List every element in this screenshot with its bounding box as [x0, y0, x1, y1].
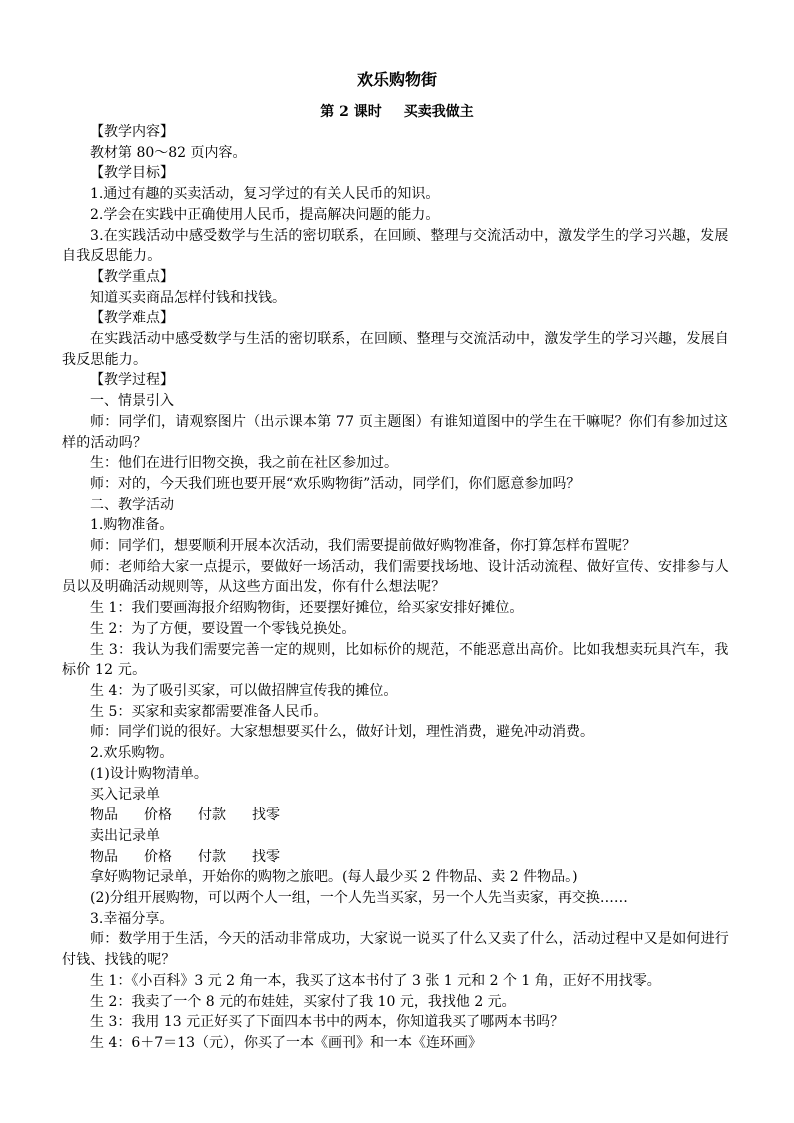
paragraph: 【教学过程】 — [90, 372, 174, 389]
buy-record-columns — [62, 805, 736, 826]
paragraph: 师：同学们，请观察图片（出示课本第 77 页主题图）有谁知道图中的学生在干嘛呢？你们有参加过这样的活动吗？ — [62, 413, 729, 451]
paragraph: (2)分组开展购物，可以两个人一组，一个人先当买家，另一个人先当卖家，再交换…… — [90, 890, 628, 907]
paragraph: 1.购物准备。 — [90, 517, 174, 534]
paragraph: 拿好购物记录单，开始你的购物之旅吧。(每人最少买 2 件物品、卖 2 件物品。) — [90, 869, 578, 886]
paragraph: 2.欢乐购物。 — [90, 745, 174, 762]
paragraph: 3.在实践活动中感受数学与生活的密切联系，在回顾、整理与交流活动中，激发学生的学习兴趣，发展自我反思能力。 — [62, 227, 729, 265]
paragraph: 师：同学们说的很好。大家想想要买什么，做好计划，理性消费，避免冲动消费。 — [90, 724, 594, 741]
paragraph: 二、教学活动 — [90, 496, 174, 513]
sell-record-columns — [62, 847, 736, 868]
paragraph: 生 3：我认为我们需要完善一定的规则，比如标价的规范，不能恶意出高价。比如我想卖玩具汽车，我标价 12 元。 — [62, 641, 729, 679]
paragraph: 2.学会在实践中正确使用人民币，提高解决问题的能力。 — [90, 206, 440, 223]
column-item: 物品 — [90, 848, 118, 865]
document-title: 欢乐购物街 — [356, 70, 437, 89]
lesson-number: 第 2 课时 — [320, 104, 382, 120]
paragraph: 知道买卖商品怎样付钱和找钱。 — [90, 289, 286, 306]
paragraph: 师：对的，今天我们班也要开展“欢乐购物街”活动，同学们，你们愿意参加吗？ — [90, 475, 581, 492]
sell-record-title: 卖出记录单 — [90, 827, 160, 844]
paragraph: 师：数学用于生活，今天的活动非常成功，大家说一说买了什么又卖了什么，活动过程中又是如何进行付钱、找钱的呢？ — [62, 931, 729, 969]
paragraph: 3.幸福分享。 — [90, 910, 174, 927]
paragraph: 生 4：6＋7＝13（元），你买了一本《画刊》和一本《连环画》 — [90, 1034, 482, 1051]
lesson-subtitle — [0, 101, 794, 123]
paragraph: 生：他们在进行旧物交换，我之前在社区参加过。 — [90, 455, 398, 472]
column-item: 物品 — [90, 807, 118, 824]
column-payment: 付款 — [198, 848, 226, 865]
column-change: 找零 — [252, 848, 280, 865]
paragraph: 生 4：为了吸引买家，可以做招牌宣传我的摊位。 — [90, 682, 398, 699]
column-price: 价格 — [144, 848, 172, 865]
paragraph: 在实践活动中感受数学与生活的密切联系，在回顾、整理与交流活动中，激发学生的学习兴趣，发展自我反思能力。 — [62, 331, 729, 368]
paragraph: 生 2：我卖了一个 8 元的布娃娃，买家付了我 10 元，我找他 2 元。 — [90, 993, 516, 1010]
paragraph: (1)设计购物清单。 — [90, 765, 208, 782]
paragraph: 生 1：《小百科》3 元 2 角一本，我买了这本书付了 3 张 1 元和 2 个 1 角，正好不用找零。 — [90, 972, 661, 989]
buy-record-title: 买入记录单 — [90, 786, 160, 803]
paragraph: 【教学重点】 — [90, 268, 174, 285]
paragraph: 师：老师给大家一点提示，要做好一场活动，我们需要找场地、设计活动流程、做好宣传、安排参与人员以及明确活动规则等，从这些方面出发，你有什么想法呢？ — [62, 558, 729, 596]
paragraph: 生 5：买家和卖家都需要准备人民币。 — [90, 703, 328, 720]
paragraph: 生 2：为了方便，要设置一个零钱兑换处。 — [90, 620, 356, 637]
paragraph: 一、情景引入 — [90, 393, 174, 410]
paragraph: 生 3：我用 13 元正好买了下面四本书中的两本，你知道我买了哪两本书吗？ — [90, 1014, 565, 1031]
column-change: 找零 — [252, 807, 280, 824]
column-payment: 付款 — [198, 807, 226, 824]
column-price: 价格 — [144, 807, 172, 824]
document-body — [62, 122, 736, 1054]
paragraph: 【教学内容】 — [90, 124, 174, 140]
paragraph: 教材第 80～82 页内容。 — [90, 144, 247, 161]
paragraph: 1.通过有趣的买卖活动，复习学过的有关人民币的知识。 — [90, 186, 440, 203]
lesson-topic: 买卖我做主 — [403, 104, 474, 120]
paragraph: 【教学目标】 — [90, 165, 174, 182]
paragraph: 【教学难点】 — [90, 310, 174, 327]
paragraph: 师：同学们，想要顺利开展本次活动，我们需要提前做好购物准备，你打算怎样布置呢？ — [90, 538, 636, 555]
paragraph: 生 1：我们要画海报介绍购物街，还要摆好摊位，给买家安排好摊位。 — [90, 600, 524, 617]
